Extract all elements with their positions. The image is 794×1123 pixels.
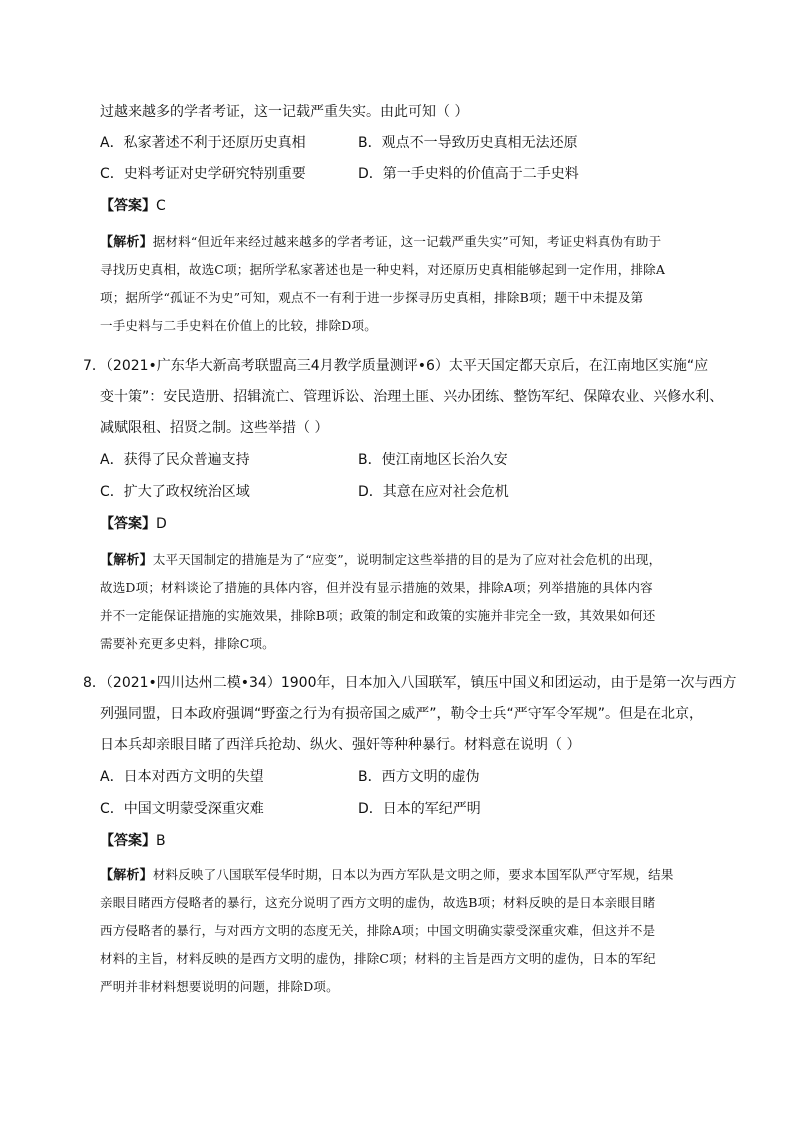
- q6-analysis-line-1: 【解析】据材料“但近年来经过越来越多的学者考证，这一记载严重失实”可知，考证史料真伪有助于: [100, 234, 662, 250]
- q6-answer-label: 【答案】: [100, 198, 156, 214]
- q8-answer-value: B: [156, 833, 166, 849]
- q7-analysis-line-1: 【解析】太平天国制定的措施是为了“应变”，说明制定这些举措的目的是为了应对社会危机的出现，: [100, 552, 662, 568]
- q8-option-d: D．日本的军纪严明: [358, 801, 481, 817]
- q7-stem-line-3: 减赋限租、招贤之制。这些举措（ ）: [100, 420, 329, 436]
- q7-stem-line-1: 7．（2021•广东华大新高考联盟高三4月教学质量测评•6）太平天国定都天京后，在江南地区实施“应: [83, 358, 709, 374]
- q8-analysis-label: 【解析】: [100, 868, 153, 883]
- q6-analysis-label: 【解析】: [100, 235, 153, 250]
- q8-option-b: B．西方文明的虚伪: [358, 769, 480, 785]
- q8-analysis-line-2: 亲眼目睹西方侵略者的暴行，这充分说明了西方文明的虚伪，故选B项；材料反映的是日本亲眼目睹: [100, 895, 656, 910]
- q8-analysis-line-5: 严明并非材料想要说明的问题，排除D项。: [100, 979, 339, 994]
- q6-stem-tail: 过越来越多的学者考证，这一记载严重失实。由此可知（ ）: [100, 104, 469, 120]
- q6-answer: [100, 196, 166, 216]
- q6-option-c: C．史料考证对史学研究特别重要: [100, 166, 306, 182]
- q7-stem-line-2: 变十策”：安民造册、招辑流亡、管理诉讼、治理土匪、兴办团练、整饬军纪、保障农业、兴修水利、: [100, 389, 724, 405]
- q7-analysis-label: 【解析】: [100, 553, 153, 568]
- q8-option-a: A．日本对西方文明的失望: [100, 769, 264, 785]
- q6-option-d: D．第一手史料的价值高于二手史料: [358, 166, 579, 182]
- q6-option-b: B．观点不一导致历史真相无法还原: [358, 135, 578, 151]
- q8-analysis-line-4: 材料的主旨，材料反映的是西方文明的虚伪，排除C项；材料的主旨是西方文明的虚伪，日本的军纪: [100, 951, 656, 966]
- q8-option-c: C．中国文明蒙受深重灾难: [100, 801, 264, 817]
- q7-answer: [100, 514, 167, 534]
- q8-stem-line-2: 列强同盟，日本政府强调“野蛮之行为有损帝国之威严”，勒令士兵“严守军令军规”。但是在北京，: [100, 706, 704, 722]
- q7-option-a: A．获得了民众普遍支持: [100, 452, 250, 468]
- q7-analysis-line-3: 并不一定能保证措施的实施效果，排除B项；政策的制定和政策的实施并非完全一致，其效果如何还: [100, 608, 656, 623]
- q7-option-c: C．扩大了政权统治区域: [100, 484, 250, 500]
- q6-option-a: A．私家著述不利于还原历史真相: [100, 135, 306, 151]
- q6-analysis-line-2: 寻找历史真相，故选C项；据所学私家著述也是一种史料，对还原历史真相能够起到一定作用，排除A: [100, 262, 666, 277]
- q7-option-d: D．其意在应对社会危机: [358, 484, 509, 500]
- q8-stem-line-1: 8．（2021•四川达州二模•34）1900年，日本加入八国联军，镇压中国义和团运动，由于是第一次与西方: [83, 675, 737, 691]
- q8-stem-line-3: 日本兵却亲眼目睹了西洋兵抢劫、纵火、强奸等种种暴行。材料意在说明（ ）: [100, 737, 581, 753]
- q7-analysis-line-2: 故选D项；材料谈论了措施的具体内容，但并没有显示措施的效果，排除A项；列举措施的具体内容: [100, 580, 653, 595]
- q8-answer-label: 【答案】: [100, 833, 156, 849]
- q7-answer-value: D: [156, 516, 167, 532]
- q8-analysis-line-3: 西方侵略者的暴行，与对西方文明的态度无关，排除A项；中国文明确实蒙受深重灾难，但这并不是: [100, 923, 656, 938]
- q7-answer-label: 【答案】: [100, 516, 156, 532]
- q6-answer-value: C: [156, 198, 166, 214]
- q6-analysis-line-4: 一手史料与二手史料在价值上的比较，排除D项。: [100, 318, 377, 333]
- q7-option-b: B．使江南地区长治久安: [358, 452, 508, 468]
- q8-answer: [100, 831, 166, 851]
- q8-analysis-line-1: 【解析】材料反映了八国联军侵华时期，日本以为西方军队是文明之师，要求本国军队严守军规，结果: [100, 867, 674, 883]
- q6-analysis-line-3: 项；据所学“孤证不为史”可知，观点不一有利于进一步探寻历史真相，排除B项；题干中未提及第: [100, 290, 644, 305]
- q7-analysis-line-4: 需要补充更多史料，排除C项。: [100, 636, 275, 651]
